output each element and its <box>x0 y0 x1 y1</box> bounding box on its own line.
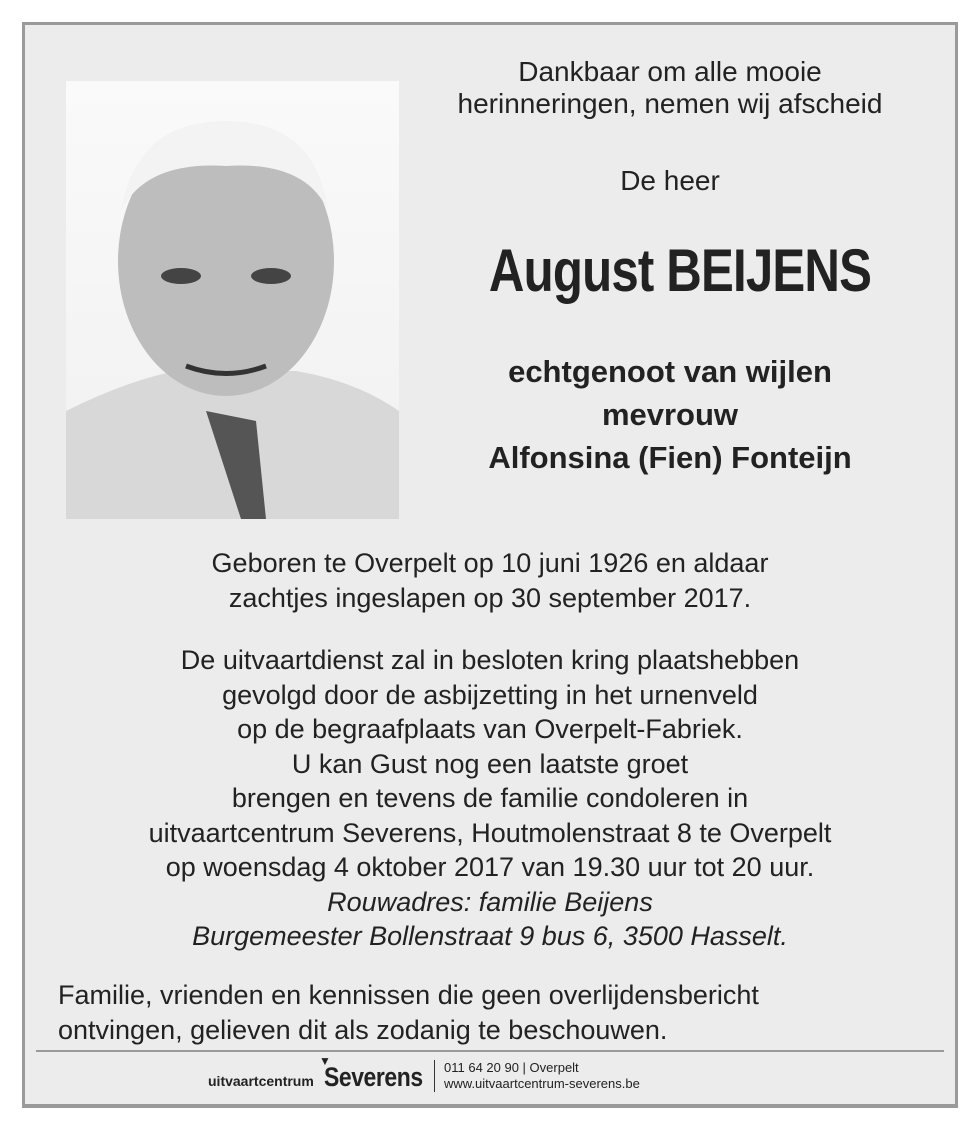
birth-line: Geboren te Overpelt op 10 juni 1926 en aldaar <box>211 548 769 578</box>
service-line: U kan Gust nog een laatste groet <box>291 748 689 779</box>
intro-text <box>420 56 920 120</box>
footer-website: www.uitvaartcentrum-severens.be <box>444 1076 640 1091</box>
footer-separator <box>434 1060 435 1092</box>
service-line: op de begraafplaats van Overpelt-Fabriek. <box>237 714 743 744</box>
address-line: Rouwadres: familie Beijens <box>327 886 653 917</box>
spouse-line: mevrouw <box>601 397 739 432</box>
intro-line: herinneringen, nemen wij afscheid <box>457 88 883 119</box>
service-line: uitvaartcentrum Severens, Houtmolenstraat 8 te Overpelt <box>148 817 832 848</box>
bottom-border <box>22 1105 958 1108</box>
closing-note <box>58 978 759 1047</box>
spouse-line: Alfonsina (Fien) Fonteijn <box>488 440 852 475</box>
service-line: De uitvaartdienst zal in besloten kring plaatshebben <box>180 645 800 675</box>
portrait-photo <box>66 81 399 519</box>
spouse-info <box>420 350 920 479</box>
birth-death-info <box>0 546 980 615</box>
service-info <box>0 643 980 954</box>
closing-line: ontvingen, gelieven dit als zodanig te beschouwen. <box>58 1014 668 1045</box>
deceased-name: August BEIJENS <box>488 237 872 304</box>
divider <box>36 1050 944 1052</box>
birth-line: zachtjes ingeslapen op 30 september 2017. <box>228 582 752 613</box>
closing-line: Familie, vrienden en kennissen die geen overlijdensbericht <box>58 980 759 1010</box>
footer-contact <box>444 1060 640 1092</box>
footer-phone: 011 64 20 90 | Overpelt <box>444 1060 579 1075</box>
address-line: Burgemeester Bollenstraat 9 bus 6, 3500 Hasselt. <box>192 921 788 951</box>
spouse-line: echtgenoot van wijlen <box>508 354 832 389</box>
service-line: gevolgd door de asbijzetting in het urnenveld <box>222 679 758 710</box>
intro-line: Dankbaar om alle mooie <box>518 56 822 87</box>
footer-brand: Severens <box>324 1062 423 1092</box>
footer-prefix: uitvaartcentrum <box>208 1073 314 1089</box>
triangle-logo-icon: ▼ <box>319 1054 331 1068</box>
service-line: brengen en tevens de familie condoleren in <box>231 783 749 813</box>
service-line: op woensdag 4 oktober 2017 van 19.30 uur tot 20 uur. <box>165 852 815 882</box>
salutation: De heer <box>620 165 720 196</box>
